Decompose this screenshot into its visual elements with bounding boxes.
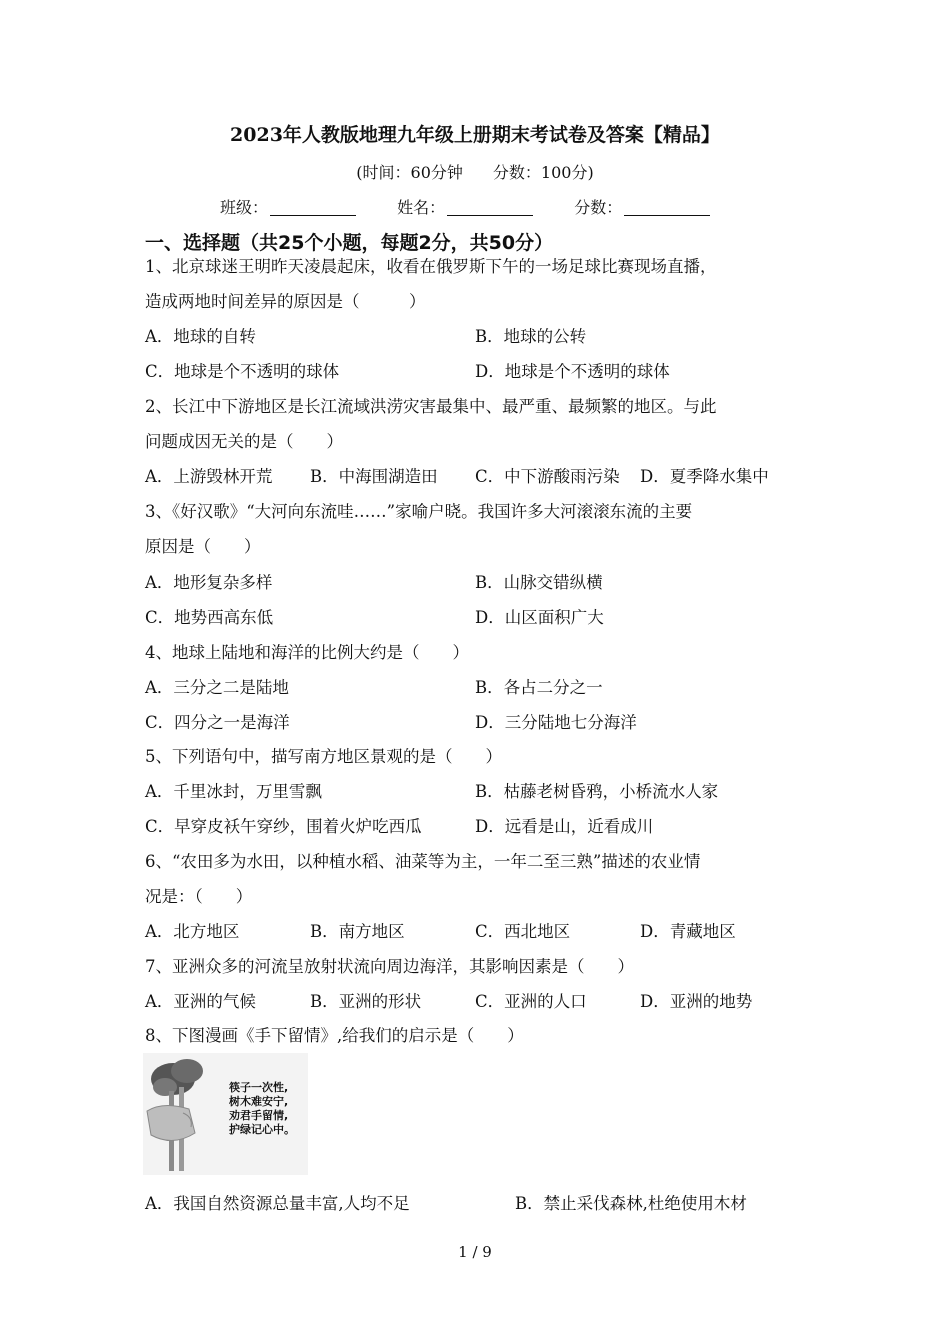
q8-stem: 8、下图漫画《手下留情》,给我们的启示是（ ） [145,1026,524,1045]
poem-line: 树木难安宁, [229,1095,289,1108]
poem-line: 护绿记心中。 [229,1123,295,1136]
q5-option-c: C．早穿皮袄午穿纱，围着火炉吃西瓜 [145,817,422,836]
score-field [574,195,710,218]
poem-line: 劝君手留情, [229,1109,289,1122]
q3-option-d: D．山区面积广大 [475,608,604,627]
score-label: 分数： [574,198,623,217]
q2-option-b: B．中海围湖造田 [310,467,438,486]
class-label: 班级： [220,198,269,217]
class-blank [270,201,356,216]
q3-stem: 3、《好汉歌》“大河向东流哇……”家喻户晓。我国许多大河滚滚东流的主要 [145,502,693,521]
class-field [220,195,356,218]
q7-option-d: D．亚洲的地势 [640,992,753,1011]
student-fields [220,195,746,218]
page-number: 1 / 9 [458,1243,492,1261]
exam-meta [0,160,950,183]
q2-stem-cont: 问题成因无关的是（ ） [145,432,343,451]
name-blank [447,201,533,216]
q6-stem-cont: 况是：（ ） [145,887,253,906]
poem-line: 筷子一次性, [229,1081,289,1094]
q6-option-a: A．北方地区 [145,922,240,941]
cartoon-poem [229,1081,295,1137]
q3-option-c: C．地势西高东低 [145,608,274,627]
q2-option-a: A．上游毁林开荒 [145,467,273,486]
q7-option-a: A．亚洲的气候 [145,992,256,1011]
q8-option-a: A．我国自然资源总量丰富,人均不足 [145,1194,410,1213]
q2-option-c: C．中下游酸雨污染 [475,467,620,486]
name-label: 姓名： [397,198,446,217]
exam-title: 2023年人教版地理九年级上册期末考试卷及答案【精品】 [230,124,720,146]
q1-option-b: B．地球的公转 [475,327,587,346]
q1-option-c: C．地球是个不透明的球体 [145,362,340,381]
q2-option-d: D．夏季降水集中 [640,467,769,486]
q7-option-b: B．亚洲的形状 [310,992,422,1011]
q1-stem-cont: 造成两地时间差异的原因是（ ） [145,292,426,311]
cartoon-image [143,1053,308,1175]
section-heading: 一、选择题（共25个小题，每题2分，共50分） [145,232,554,254]
q7-stem: 7、亚洲众多的河流呈放射状流向周边海洋，其影响因素是（ ） [145,957,634,976]
q6-option-d: D．青藏地区 [640,922,736,941]
q4-option-b: B．各占二分之一 [475,678,603,697]
q4-stem: 4、地球上陆地和海洋的比例大约是（ ） [145,643,469,662]
q5-stem: 5、下列语句中，描写南方地区景观的是（ ） [145,747,502,766]
q5-option-b: B．枯藤老树昏鸦，小桥流水人家 [475,782,719,801]
q6-option-b: B．南方地区 [310,922,405,941]
q3-option-a: A．地形复杂多样 [145,573,273,592]
name-field [397,195,533,218]
q4-option-a: A．三分之二是陆地 [145,678,289,697]
q3-option-b: B．山脉交错纵横 [475,573,603,592]
q4-option-c: C．四分之一是海洋 [145,713,290,732]
q3-stem-cont: 原因是（ ） [145,537,261,556]
score-info: 分数：100分) [492,163,594,182]
q1-stem: 1、北京球迷王明昨天凌晨起床，收看在俄罗斯下午的一场足球比赛现场直播， [145,257,717,276]
q5-option-a: A．千里冰封，万里雪飘 [145,782,322,801]
q6-stem: 6、“农田多为水田，以种植水稻、油菜等为主，一年二至三熟”描述的农业情 [145,852,701,871]
q2-stem: 2、长江中下游地区是长江流域洪涝灾害最集中、最严重、最频繁的地区。与此 [145,397,717,416]
q7-option-c: C．亚洲的人口 [475,992,587,1011]
q1-option-d: D．地球是个不透明的球体 [475,362,670,381]
score-blank [624,201,710,216]
q8-option-b: B．禁止采伐森林,杜绝使用木材 [515,1194,747,1213]
q1-option-a: A．地球的自转 [145,327,256,346]
q5-option-d: D．远看是山，近看成川 [475,817,654,836]
q4-option-d: D．三分陆地七分海洋 [475,713,637,732]
q6-option-c: C．西北地区 [475,922,571,941]
time-info: (时间：60分钟 [356,163,463,182]
